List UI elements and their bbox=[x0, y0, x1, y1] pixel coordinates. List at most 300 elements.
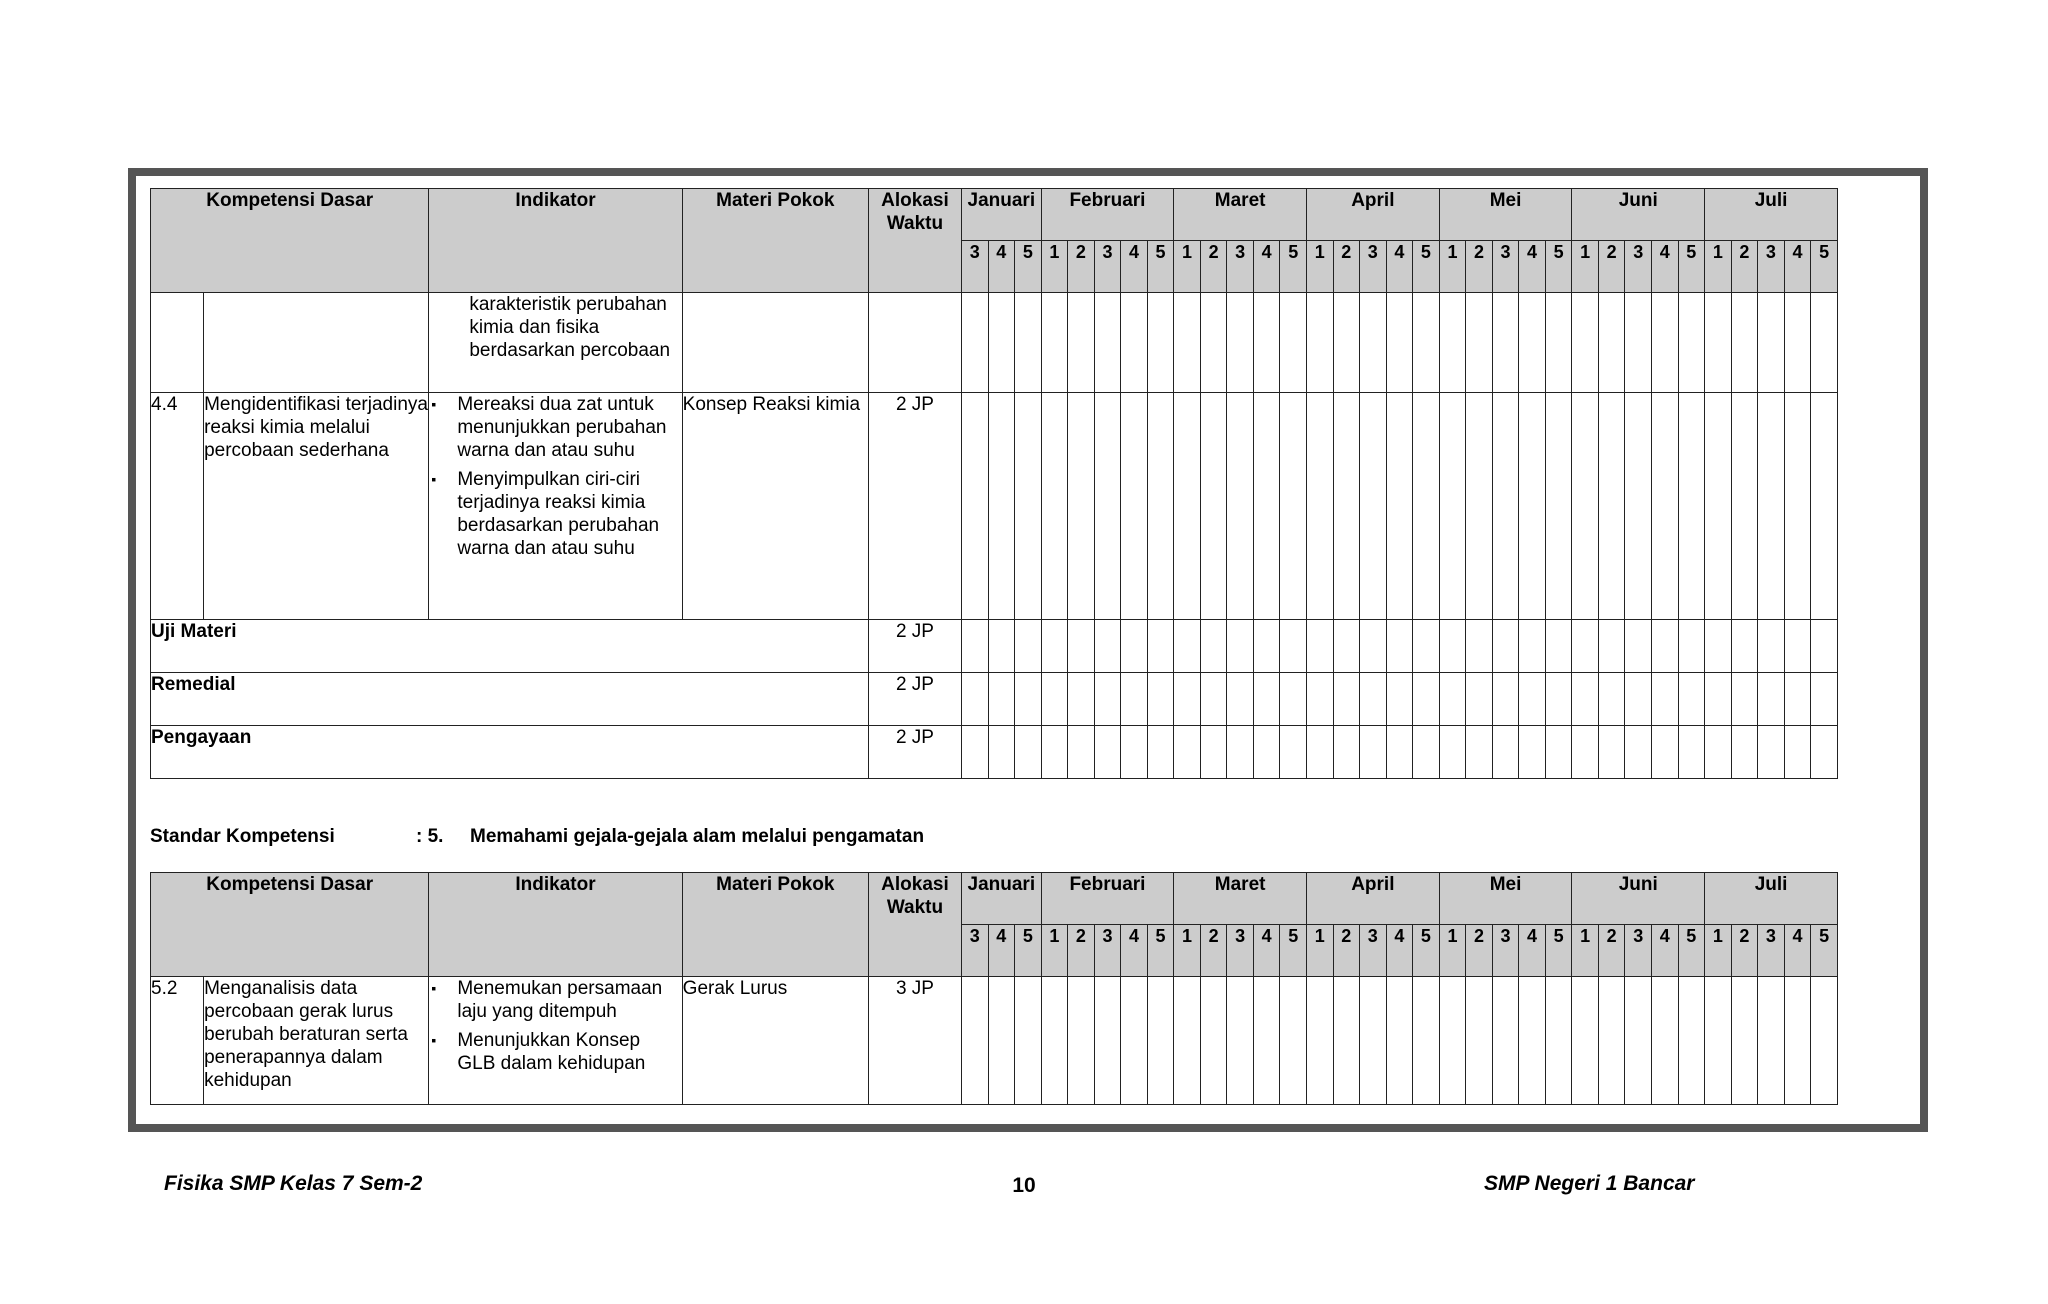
header-week: 5 bbox=[1678, 241, 1705, 293]
schedule-cell bbox=[1174, 673, 1201, 726]
schedule-cell bbox=[1625, 393, 1652, 620]
schedule-cell bbox=[1811, 977, 1838, 1105]
footer-right: SMP Negeri 1 Bancar bbox=[1484, 1172, 1695, 1195]
schedule-cell bbox=[1625, 620, 1652, 673]
schedule-cell bbox=[1227, 293, 1254, 393]
schedule-cell bbox=[1015, 977, 1042, 1105]
schedule-cell bbox=[1492, 673, 1519, 726]
schedule-cell bbox=[1280, 673, 1307, 726]
schedule-cell bbox=[1333, 393, 1360, 620]
header-week: 2 bbox=[1068, 241, 1095, 293]
schedule-cell bbox=[1466, 293, 1493, 393]
schedule-cell bbox=[1200, 393, 1227, 620]
schedule-cell bbox=[1439, 293, 1466, 393]
header-week: 1 bbox=[1306, 241, 1333, 293]
header-indikator: Indikator bbox=[429, 873, 682, 977]
schedule-cell bbox=[962, 293, 989, 393]
schedule-cell bbox=[1041, 293, 1068, 393]
schedule-cell bbox=[1678, 673, 1705, 726]
schedule-cell bbox=[1784, 977, 1811, 1105]
schedule-cell bbox=[1811, 393, 1838, 620]
indikator-cell bbox=[429, 977, 682, 1105]
header-week: 4 bbox=[1121, 241, 1148, 293]
table-row bbox=[151, 726, 1838, 779]
header-week: 1 bbox=[1439, 241, 1466, 293]
schedule-cell bbox=[1360, 393, 1387, 620]
schedule-cell bbox=[1731, 726, 1758, 779]
schedule-cell bbox=[1015, 620, 1042, 673]
schedule-cell bbox=[1041, 393, 1068, 620]
schedule-cell bbox=[1200, 977, 1227, 1105]
schedule-cell bbox=[1147, 620, 1174, 673]
header-week: 4 bbox=[1784, 241, 1811, 293]
schedule-cell bbox=[1333, 726, 1360, 779]
table-row bbox=[151, 393, 1838, 620]
schedule-cell bbox=[1439, 673, 1466, 726]
waktu-cell: 2 JP bbox=[868, 673, 961, 726]
header-week: 3 bbox=[1227, 241, 1254, 293]
table-row bbox=[151, 673, 1838, 726]
schedule-cell bbox=[1253, 393, 1280, 620]
header-month-januari: Januari bbox=[962, 873, 1042, 925]
schedule-cell bbox=[1413, 673, 1440, 726]
header-month-februari: Februari bbox=[1041, 189, 1174, 241]
schedule-cell bbox=[1280, 620, 1307, 673]
schedule-cell bbox=[1280, 393, 1307, 620]
schedule-cell bbox=[1174, 393, 1201, 620]
schedule-cell bbox=[1386, 977, 1413, 1105]
schedule-cell bbox=[1333, 293, 1360, 393]
schedule-cell bbox=[1705, 393, 1732, 620]
header-week: 5 bbox=[1545, 925, 1572, 977]
schedule-cell bbox=[1572, 393, 1599, 620]
header-month-april: April bbox=[1306, 873, 1439, 925]
footer-left: Fisika SMP Kelas 7 Sem-2 bbox=[164, 1172, 423, 1195]
schedule-cell bbox=[1545, 393, 1572, 620]
header-week: 4 bbox=[1651, 241, 1678, 293]
schedule-cell bbox=[1413, 293, 1440, 393]
schedule-cell bbox=[1625, 726, 1652, 779]
header-week: 1 bbox=[1041, 925, 1068, 977]
header-week: 3 bbox=[1758, 241, 1785, 293]
schedule-cell bbox=[1360, 293, 1387, 393]
header-indikator: Indikator bbox=[429, 189, 682, 293]
schedule-cell bbox=[1200, 673, 1227, 726]
header-week: 4 bbox=[988, 241, 1015, 293]
indikator-item: ▪ Mereaksi dua zat untuk menunjukkan perubahan warna dan atau suhu bbox=[457, 393, 681, 462]
schedule-cell bbox=[1545, 673, 1572, 726]
schedule-cell bbox=[1758, 393, 1785, 620]
schedule-cell bbox=[1306, 977, 1333, 1105]
header-week: 2 bbox=[1731, 925, 1758, 977]
schedule-cell bbox=[1466, 726, 1493, 779]
schedule-cell bbox=[1147, 293, 1174, 393]
schedule-cell bbox=[1758, 977, 1785, 1105]
header-week: 1 bbox=[1174, 925, 1201, 977]
schedule-cell bbox=[1306, 726, 1333, 779]
schedule-cell bbox=[1280, 726, 1307, 779]
row-label-pengayaan: Pengayaan bbox=[151, 726, 869, 779]
schedule-cell bbox=[1386, 673, 1413, 726]
schedule-cell bbox=[1705, 673, 1732, 726]
schedule-cell bbox=[962, 726, 989, 779]
schedule-cell bbox=[1598, 977, 1625, 1105]
schedule-cell bbox=[1147, 673, 1174, 726]
schedule-cell bbox=[1572, 726, 1599, 779]
schedule-cell bbox=[1625, 293, 1652, 393]
schedule-cell bbox=[1068, 620, 1095, 673]
schedule-cell bbox=[1227, 393, 1254, 620]
schedule-cell bbox=[1598, 726, 1625, 779]
schedule-cell bbox=[962, 393, 989, 620]
schedule-cell bbox=[1147, 393, 1174, 620]
sk-number: : 5. bbox=[416, 826, 444, 847]
schedule-cell bbox=[1651, 393, 1678, 620]
schedule-cell bbox=[988, 977, 1015, 1105]
schedule-cell bbox=[1731, 393, 1758, 620]
schedule-cell bbox=[1094, 673, 1121, 726]
header-week: 4 bbox=[1784, 925, 1811, 977]
schedule-cell bbox=[1439, 726, 1466, 779]
silabus-table-1 bbox=[150, 188, 1838, 779]
schedule-cell bbox=[1147, 726, 1174, 779]
schedule-cell bbox=[1413, 726, 1440, 779]
header-week: 3 bbox=[1360, 925, 1387, 977]
schedule-cell bbox=[1784, 673, 1811, 726]
schedule-cell bbox=[1651, 673, 1678, 726]
header-week: 4 bbox=[1519, 241, 1546, 293]
schedule-cell bbox=[1811, 673, 1838, 726]
kd-number: 4.4 bbox=[151, 393, 204, 620]
schedule-cell bbox=[1386, 620, 1413, 673]
header-week: 4 bbox=[1651, 925, 1678, 977]
schedule-cell bbox=[1200, 726, 1227, 779]
schedule-cell bbox=[1094, 293, 1121, 393]
schedule-cell bbox=[1784, 393, 1811, 620]
schedule-cell bbox=[1094, 393, 1121, 620]
schedule-cell bbox=[1598, 620, 1625, 673]
schedule-cell bbox=[1333, 673, 1360, 726]
schedule-cell bbox=[1121, 977, 1148, 1105]
schedule-cell bbox=[1306, 293, 1333, 393]
schedule-cell bbox=[1572, 977, 1599, 1105]
schedule-cell bbox=[1121, 293, 1148, 393]
schedule-cell bbox=[1758, 293, 1785, 393]
schedule-cell bbox=[1572, 620, 1599, 673]
schedule-cell bbox=[1147, 977, 1174, 1105]
header-week: 2 bbox=[1333, 241, 1360, 293]
schedule-cell bbox=[1121, 726, 1148, 779]
schedule-cell bbox=[1519, 293, 1546, 393]
schedule-cell bbox=[1492, 620, 1519, 673]
schedule-cell bbox=[988, 673, 1015, 726]
schedule-cell bbox=[1360, 726, 1387, 779]
header-kompetensi-dasar: Kompetensi Dasar bbox=[151, 189, 429, 293]
schedule-cell bbox=[1519, 673, 1546, 726]
header-week: 5 bbox=[1280, 241, 1307, 293]
header-week: 1 bbox=[1174, 241, 1201, 293]
schedule-cell bbox=[1492, 726, 1519, 779]
header-week: 5 bbox=[1015, 241, 1042, 293]
header-week: 4 bbox=[1253, 925, 1280, 977]
schedule-cell bbox=[1731, 977, 1758, 1105]
waktu-cell: 3 JP bbox=[868, 977, 961, 1105]
schedule-cell bbox=[1200, 293, 1227, 393]
header-month-april: April bbox=[1306, 189, 1439, 241]
sk-label: Standar Kompetensi bbox=[150, 826, 335, 847]
schedule-cell bbox=[1253, 977, 1280, 1105]
schedule-cell bbox=[1519, 620, 1546, 673]
schedule-cell bbox=[1572, 673, 1599, 726]
schedule-cell bbox=[1015, 393, 1042, 620]
schedule-cell bbox=[1625, 673, 1652, 726]
schedule-cell bbox=[1068, 293, 1095, 393]
header-month-februari: Februari bbox=[1041, 873, 1174, 925]
schedule-cell bbox=[1572, 293, 1599, 393]
header-week: 5 bbox=[1413, 241, 1440, 293]
schedule-cell bbox=[1174, 293, 1201, 393]
schedule-cell bbox=[988, 620, 1015, 673]
schedule-cell bbox=[1253, 620, 1280, 673]
schedule-cell bbox=[1015, 293, 1042, 393]
schedule-cell bbox=[1068, 393, 1095, 620]
schedule-cell bbox=[1492, 393, 1519, 620]
header-week: 1 bbox=[1705, 241, 1732, 293]
header-week: 1 bbox=[1041, 241, 1068, 293]
header-week: 5 bbox=[1678, 925, 1705, 977]
schedule-cell bbox=[1519, 726, 1546, 779]
schedule-cell bbox=[1545, 977, 1572, 1105]
schedule-cell bbox=[1439, 977, 1466, 1105]
schedule-cell bbox=[1598, 293, 1625, 393]
schedule-cell bbox=[1784, 726, 1811, 779]
kd-number: 5.2 bbox=[151, 977, 204, 1105]
schedule-cell bbox=[1280, 977, 1307, 1105]
schedule-cell bbox=[988, 393, 1015, 620]
schedule-cell bbox=[1227, 726, 1254, 779]
kd-text: Menganalisis data percobaan gerak lurus berubah beraturan serta penerapannya dalam kehidupan bbox=[204, 977, 429, 1105]
schedule-cell bbox=[1413, 977, 1440, 1105]
schedule-cell bbox=[1678, 293, 1705, 393]
schedule-cell bbox=[962, 673, 989, 726]
schedule-cell bbox=[1466, 977, 1493, 1105]
header-week: 3 bbox=[1492, 925, 1519, 977]
schedule-cell bbox=[1784, 293, 1811, 393]
schedule-cell bbox=[1041, 620, 1068, 673]
schedule-cell bbox=[1758, 620, 1785, 673]
schedule-cell bbox=[1758, 726, 1785, 779]
header-week: 4 bbox=[988, 925, 1015, 977]
header-week: 3 bbox=[1094, 241, 1121, 293]
indikator-item: ▪ Menyimpulkan ciri-ciri terjadinya reaksi kimia berdasarkan perubahan warna dan atau suhu bbox=[457, 468, 681, 560]
schedule-cell bbox=[1811, 620, 1838, 673]
header-week: 3 bbox=[1625, 925, 1652, 977]
header-materi-pokok: Materi Pokok bbox=[682, 873, 868, 977]
silabus-table-2 bbox=[150, 872, 1838, 1105]
schedule-cell bbox=[1306, 393, 1333, 620]
schedule-cell bbox=[962, 977, 989, 1105]
schedule-cell bbox=[1015, 673, 1042, 726]
schedule-cell bbox=[1041, 977, 1068, 1105]
header-week: 3 bbox=[1492, 241, 1519, 293]
schedule-cell bbox=[1651, 977, 1678, 1105]
schedule-cell bbox=[1439, 393, 1466, 620]
schedule-cell bbox=[1041, 726, 1068, 779]
schedule-cell bbox=[1227, 977, 1254, 1105]
schedule-cell bbox=[1253, 673, 1280, 726]
schedule-cell bbox=[1360, 977, 1387, 1105]
schedule-cell bbox=[1731, 293, 1758, 393]
schedule-cell bbox=[1068, 673, 1095, 726]
schedule-cell bbox=[1598, 393, 1625, 620]
schedule-cell bbox=[1068, 977, 1095, 1105]
header-week: 5 bbox=[1413, 925, 1440, 977]
header-month-juli: Juli bbox=[1705, 873, 1838, 925]
schedule-cell bbox=[1280, 293, 1307, 393]
schedule-cell bbox=[1678, 977, 1705, 1105]
schedule-cell bbox=[1651, 293, 1678, 393]
schedule-cell bbox=[1413, 620, 1440, 673]
row-label-remedial: Remedial bbox=[151, 673, 869, 726]
header-week: 2 bbox=[1068, 925, 1095, 977]
header-week: 4 bbox=[1386, 925, 1413, 977]
schedule-cell bbox=[1386, 293, 1413, 393]
schedule-cell bbox=[1811, 293, 1838, 393]
schedule-cell bbox=[1466, 620, 1493, 673]
schedule-cell bbox=[1253, 726, 1280, 779]
schedule-cell bbox=[1333, 620, 1360, 673]
header-week: 4 bbox=[1386, 241, 1413, 293]
header-week: 2 bbox=[1598, 241, 1625, 293]
page-number: 10 bbox=[1012, 1174, 1036, 1197]
schedule-cell bbox=[1492, 293, 1519, 393]
schedule-cell bbox=[1360, 620, 1387, 673]
schedule-cell bbox=[1439, 620, 1466, 673]
schedule-cell bbox=[1705, 293, 1732, 393]
schedule-cell bbox=[1386, 726, 1413, 779]
schedule-cell bbox=[1598, 673, 1625, 726]
header-week: 1 bbox=[1306, 925, 1333, 977]
schedule-cell bbox=[1386, 393, 1413, 620]
header-week: 2 bbox=[1333, 925, 1360, 977]
header-week: 5 bbox=[1015, 925, 1042, 977]
header-alokasi-waktu: Alokasi Waktu bbox=[868, 873, 961, 977]
header-month-mei: Mei bbox=[1439, 873, 1572, 925]
header-week: 1 bbox=[1572, 241, 1599, 293]
header-week: 5 bbox=[1811, 241, 1838, 293]
header-week: 3 bbox=[962, 241, 989, 293]
schedule-cell bbox=[1121, 673, 1148, 726]
schedule-cell bbox=[1094, 977, 1121, 1105]
header-week: 2 bbox=[1731, 241, 1758, 293]
header-month-maret: Maret bbox=[1174, 873, 1307, 925]
indikator-item: ▪ Menemukan persamaan laju yang ditempuh bbox=[457, 977, 681, 1023]
indikator-cell: karakteristik perubahan kimia dan fisika berdasarkan percobaan bbox=[429, 293, 682, 393]
row-label-uji-materi: Uji Materi bbox=[151, 620, 869, 673]
header-month-maret: Maret bbox=[1174, 189, 1307, 241]
header-week: 3 bbox=[1625, 241, 1652, 293]
schedule-cell bbox=[1545, 726, 1572, 779]
schedule-cell bbox=[1094, 620, 1121, 673]
schedule-cell bbox=[1094, 726, 1121, 779]
schedule-cell bbox=[1121, 620, 1148, 673]
schedule-cell bbox=[1333, 977, 1360, 1105]
schedule-cell bbox=[962, 620, 989, 673]
schedule-cell bbox=[1678, 393, 1705, 620]
header-week: 5 bbox=[1147, 241, 1174, 293]
schedule-cell bbox=[1466, 673, 1493, 726]
schedule-cell bbox=[1811, 726, 1838, 779]
header-week: 2 bbox=[1200, 925, 1227, 977]
header-week: 4 bbox=[1121, 925, 1148, 977]
header-week: 2 bbox=[1598, 925, 1625, 977]
schedule-cell bbox=[1545, 293, 1572, 393]
header-week: 1 bbox=[1572, 925, 1599, 977]
schedule-cell bbox=[1519, 977, 1546, 1105]
header-week: 3 bbox=[1758, 925, 1785, 977]
header-month-juli: Juli bbox=[1705, 189, 1838, 241]
header-week: 3 bbox=[1094, 925, 1121, 977]
schedule-cell bbox=[1705, 726, 1732, 779]
schedule-cell bbox=[1731, 673, 1758, 726]
schedule-cell bbox=[1705, 620, 1732, 673]
header-week: 3 bbox=[1360, 241, 1387, 293]
schedule-cell bbox=[1227, 673, 1254, 726]
schedule-cell bbox=[1758, 673, 1785, 726]
indikator-item: ▪ Menunjukkan Konsep GLB dalam kehidupan bbox=[457, 1029, 681, 1075]
schedule-cell bbox=[1651, 620, 1678, 673]
header-week: 5 bbox=[1811, 925, 1838, 977]
indikator-cell bbox=[429, 393, 682, 620]
schedule-cell bbox=[1041, 673, 1068, 726]
schedule-cell bbox=[1200, 620, 1227, 673]
header-month-juni: Juni bbox=[1572, 189, 1705, 241]
schedule-cell bbox=[1227, 620, 1254, 673]
schedule-cell bbox=[1360, 673, 1387, 726]
schedule-cell bbox=[1068, 726, 1095, 779]
schedule-cell bbox=[1121, 393, 1148, 620]
schedule-cell bbox=[1413, 393, 1440, 620]
header-week: 3 bbox=[1227, 925, 1254, 977]
header-week: 3 bbox=[962, 925, 989, 977]
header-week: 1 bbox=[1705, 925, 1732, 977]
schedule-cell bbox=[1306, 620, 1333, 673]
schedule-cell bbox=[1678, 726, 1705, 779]
schedule-cell bbox=[1174, 977, 1201, 1105]
schedule-cell bbox=[1784, 620, 1811, 673]
schedule-cell bbox=[1174, 620, 1201, 673]
table-row bbox=[151, 620, 1838, 673]
header-month-juni: Juni bbox=[1572, 873, 1705, 925]
header-week: 4 bbox=[1519, 925, 1546, 977]
header-week: 1 bbox=[1439, 925, 1466, 977]
header-week: 5 bbox=[1545, 241, 1572, 293]
table-row bbox=[151, 977, 1838, 1105]
waktu-cell: 2 JP bbox=[868, 726, 961, 779]
waktu-cell: 2 JP bbox=[868, 620, 961, 673]
header-week: 5 bbox=[1147, 925, 1174, 977]
schedule-cell bbox=[1492, 977, 1519, 1105]
schedule-cell bbox=[1306, 673, 1333, 726]
schedule-cell bbox=[988, 293, 1015, 393]
header-month-mei: Mei bbox=[1439, 189, 1572, 241]
header-week: 5 bbox=[1280, 925, 1307, 977]
schedule-cell bbox=[1519, 393, 1546, 620]
schedule-cell bbox=[1253, 293, 1280, 393]
header-materi-pokok: Materi Pokok bbox=[682, 189, 868, 293]
schedule-cell bbox=[1545, 620, 1572, 673]
schedule-cell bbox=[1174, 726, 1201, 779]
